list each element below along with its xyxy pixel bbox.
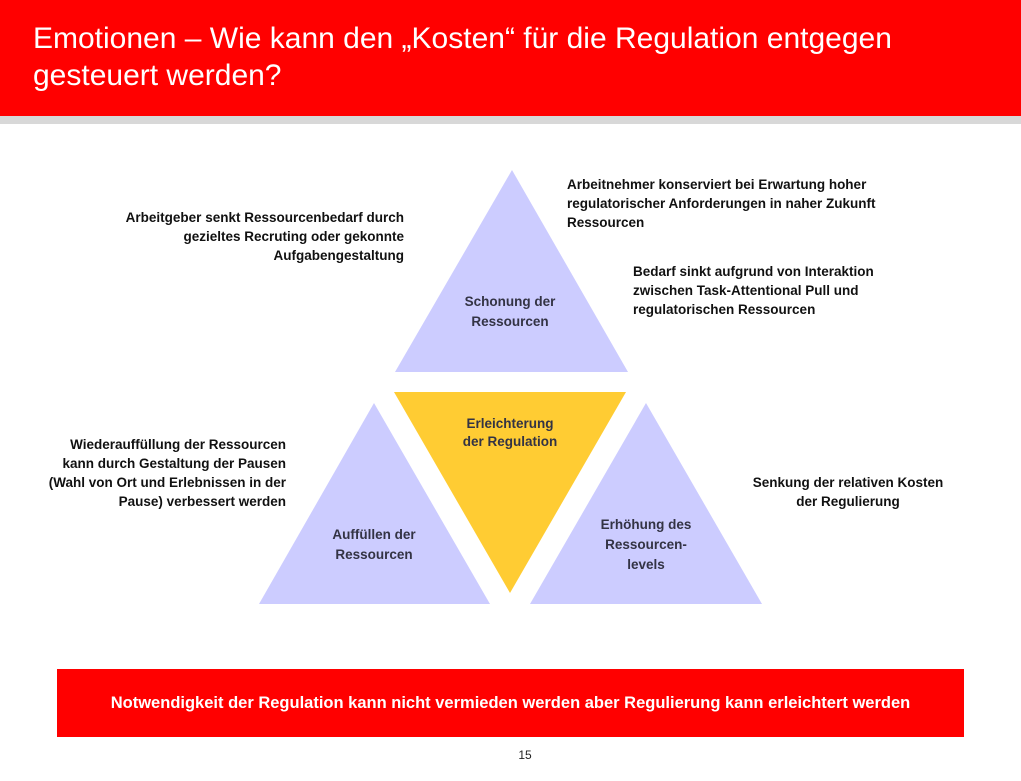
note-demand: Bedarf sinkt aufgrund von Interaktion zwischen Task-Attentional Pull und regulatorischen Ressourcen (633, 264, 874, 317)
page-title: Emotionen – Wie kann den „Kosten“ für die Regulation entgegen gesteuert werden? (33, 22, 892, 92)
triangle-right-label: Erhöhung des Ressourcen-levels (600, 517, 692, 572)
triangle-center-label: Erleichterung der Regulation (462, 416, 558, 449)
note-employee: Arbeitnehmer konserviert bei Erwartung hoher regulatorischer Anforderungen in naher Zukunft Ressourcen (567, 177, 876, 230)
conclusion-banner (57, 669, 964, 737)
triangle-top-label: Schonung der Ressourcen (464, 294, 556, 329)
note-refill: Wiederauffüllung der Ressourcen kann durch Gestaltung der Pausen (Wahl von Ort und Erlebnissen in der Pause) verbessert werden (48, 437, 286, 509)
note-cost: Senkung der relativen Kosten der Regulierung (752, 475, 944, 509)
triangle-left-label: Auffüllen der Ressourcen (332, 527, 416, 562)
note-employer: Arbeitgeber senkt Ressourcenbedarf durch gezieltes Recruting oder gekonnte Aufgabengestaltung (125, 210, 404, 263)
conclusion-text: Notwendigkeit der Regulation kann nicht vermieden werden aber Regulierung kann erleichtert werden (110, 693, 911, 712)
page-number: 15 (518, 748, 532, 762)
